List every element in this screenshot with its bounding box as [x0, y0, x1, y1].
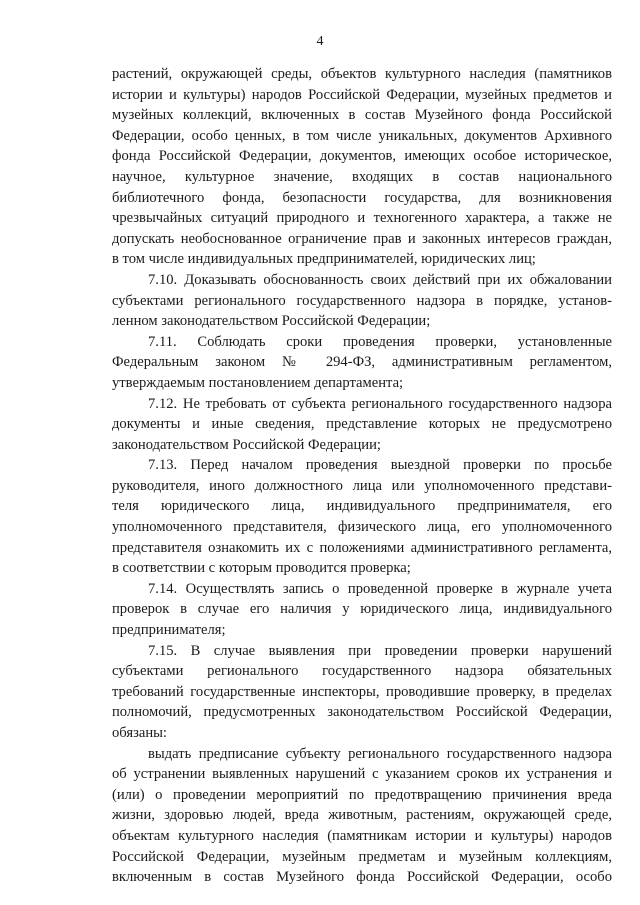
text-line: законодательством Российской Федерации;	[112, 436, 381, 453]
text-line: включенным в состав Музейного фонда Российской Федерации, особо	[112, 869, 612, 886]
text-line: 7.13. Перед началом проведения выездной проверки по просьбе	[148, 457, 612, 474]
text-line: растений, окружающей среды, объектов культурного наследия (памятников	[112, 66, 612, 82]
text-line: утверждаемым постановлением департамента;	[112, 374, 404, 391]
text-line: научное, культурное значение, входящих в состав национального	[112, 168, 612, 185]
text-line: музейных коллекций, включенных в состав Музейного фонда Российской	[112, 107, 612, 124]
text-line: фонда Российской Федерации, документов, имеющих особое историческое,	[112, 148, 612, 165]
text-line: в том числе индивидуальных предпринимателей, юридических лиц;	[112, 251, 536, 268]
text-line: (или) о проведении мероприятий по предотвращению причинения вреда	[112, 786, 612, 803]
text-line: выдать предписание субъекту регионального государственного надзора	[148, 745, 612, 762]
text-line: субъектами регионального государственного надзора обязательных	[112, 663, 612, 680]
text-line: 7.14. Осуществлять запись о проведенной проверке в журнале учета	[148, 580, 612, 597]
text-line: чрезвычайных ситуаций природного и техногенного характера, а также не	[112, 210, 612, 227]
text-line: представителя ознакомить их с положениями административного регламента,	[112, 539, 612, 556]
text-line: обязаны:	[112, 725, 167, 741]
text-line: 7.12. Не требовать от субъекта регионального государственного надзора	[148, 395, 612, 412]
text-line: допускать необоснованное ограничение прав и законных интересов граждан,	[112, 230, 612, 247]
document-body	[112, 64, 612, 888]
page-number: 4	[316, 34, 324, 49]
text-line: субъектами регионального государственного надзора в порядке, установ-	[112, 292, 612, 309]
text-line: 7.10. Доказывать обоснованность своих действий при их обжаловании	[148, 271, 612, 288]
text-line: 7.15. В случае выявления при проведении проверки нарушений	[148, 642, 612, 659]
text-line: Федеральным законом № 294-ФЗ, административным регламентом,	[112, 354, 612, 371]
text-line: руководителя, иного должностного лица или уполномоченного представи-	[112, 477, 612, 494]
text-line: требований государственные инспекторы, проводившие проверку, в пределах	[112, 683, 612, 700]
text-line: 7.11. Соблюдать сроки проведения проверки, установленные	[148, 333, 612, 350]
text-line: предпринимателя;	[112, 622, 226, 639]
text-line: полномочий, предусмотренных законодательством Российской Федерации,	[112, 704, 612, 721]
text-line: Федерации, особо ценных, в том числе уникальных, документов Архивного	[112, 127, 612, 144]
text-line: библиотечного фонда, безопасности государства, для возникновения	[112, 189, 612, 206]
text-line: ленном законодательством Российской Федерации;	[112, 313, 431, 330]
text-line: жизни, здоровью людей, вреда животным, растениям, окружающей среде,	[112, 807, 612, 824]
text-line: теля юридического лица, индивидуального предпринимателя, его	[112, 498, 612, 515]
text-line: в соответствии с которым проводится проверка;	[112, 560, 411, 577]
text-line: истории и культуры) народов Российской Федерации, музейных предметов и	[112, 86, 612, 103]
text-line: проверок в случае его наличия у юридического лица, индивидуального	[112, 601, 612, 618]
text-line: об устранении выявленных нарушений с указанием сроков их устранения и	[112, 766, 612, 783]
text-line: уполномоченного представителя, физического лица, его уполномоченного	[112, 519, 612, 536]
text-line: документы и иные сведения, представление которых не предусмотрено	[112, 416, 612, 433]
text-line: Российской Федерации, музейным предметам и музейным коллекциям,	[112, 848, 612, 865]
text-line: объектам культурного наследия (памятникам истории и культуры) народов	[112, 827, 612, 844]
